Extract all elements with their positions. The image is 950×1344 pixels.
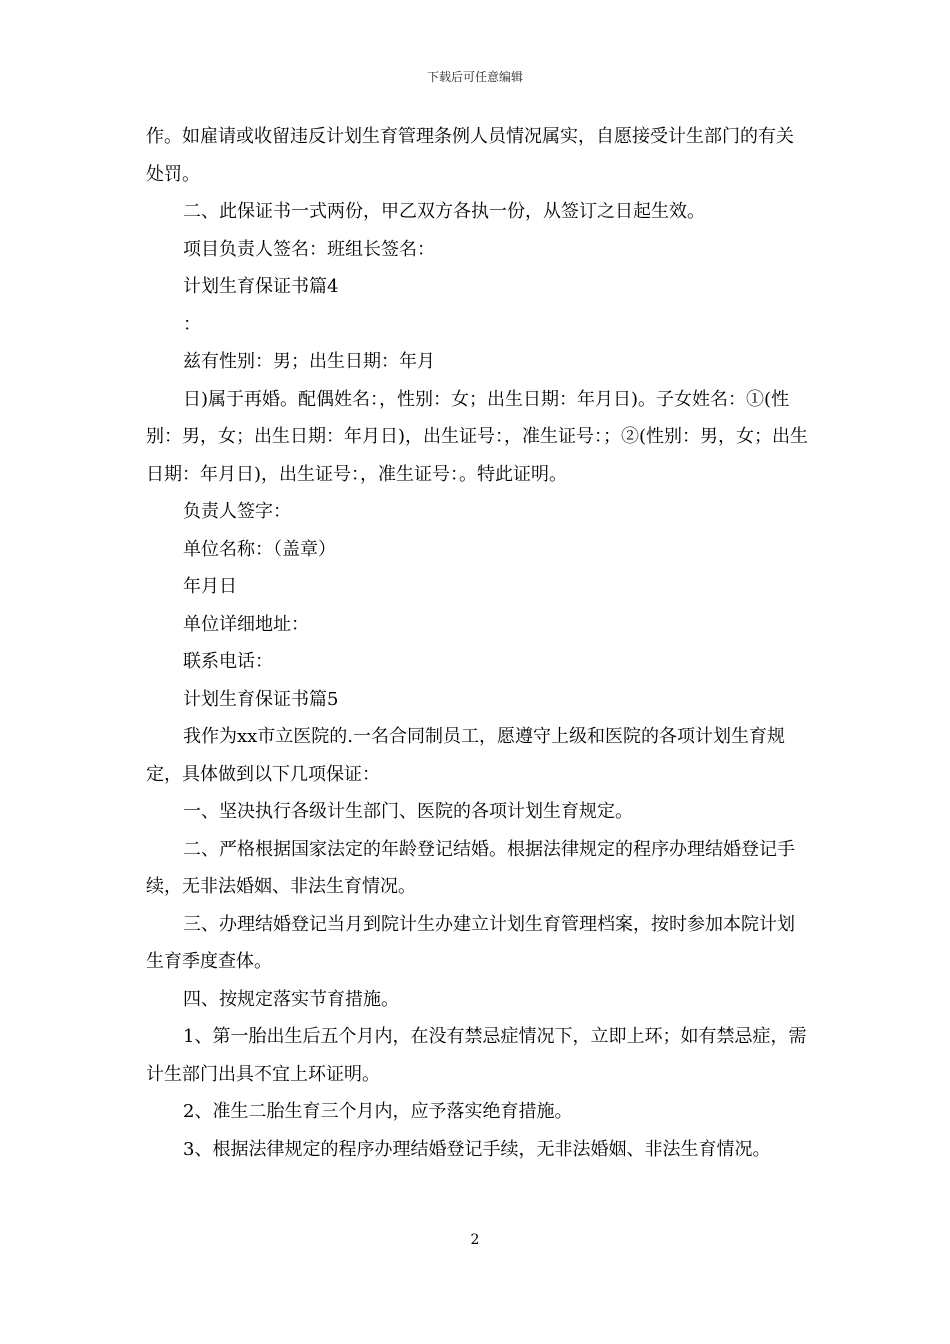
- section-title-5: 计划生育保证书篇5: [183, 688, 339, 710]
- paragraph-item-1: 一、坚决执行各级计生部门、医院的各项计划生育规定。: [183, 801, 633, 822]
- responsible-signature: 负责人签字：: [183, 501, 291, 522]
- page-number: 2: [470, 1232, 480, 1248]
- paragraph-item-4: 四、按规定落实节育措施。: [183, 988, 399, 1010]
- paragraph-clause-2: 二、此保证书一式两份，甲乙双方各执一份，从签订之日起生效。: [183, 201, 705, 222]
- paragraph-subitem-2: 2、准生二胎生育三个月内，应予落实绝育措施。: [183, 1101, 573, 1122]
- paragraph-remarriage: 日)属于再婚。配偶姓名：，性别：女；出生日期：年月日)。子女姓名：①(性别：男，女；出生日期：年月日)，出生证号：，准生证号：；②(性别：男，女；出生日期：年月日)，出生证号：，准生证号：。特此证明。: [146, 388, 809, 485]
- paragraph-colon: ：: [183, 313, 201, 335]
- paragraph-subitem-1: 1、第一胎出生后五个月内，在没有禁忌症情况下，立即上环；如有禁忌症，需计生部门出具不宜上环证明。: [146, 1026, 807, 1085]
- date-line: 年月日: [183, 576, 237, 597]
- section-title-4: 计划生育保证书篇4: [183, 276, 339, 297]
- contact-phone: 联系电话：: [183, 651, 273, 672]
- page-header: 下载后可任意编辑: [426, 70, 523, 84]
- paragraph-item-3: 三、办理结婚登记当月到院计生办建立计划生育管理档案，按时参加本院计划生育季度查体。: [146, 913, 795, 972]
- unit-name: 单位名称：（盖章）: [183, 538, 336, 560]
- signature-line: 项目负责人签名：班组长签名：: [183, 238, 435, 260]
- paragraph-subitem-3: 3、根据法律规定的程序办理结婚登记手续，无非法婚姻、非法生育情况。: [183, 1138, 771, 1160]
- paragraph-intro: 我作为xx市立医院的.一名合同制员工，愿遵守上级和医院的各项计划生育规定，具体做到以下几项保证：: [146, 726, 786, 785]
- document-body: [146, 118, 810, 1168]
- paragraph-continuation: 作。如雇请或收留违反计划生育管理条例人员情况属实，自愿接受计生部门的有关处罚。: [146, 126, 794, 185]
- paragraph-gender-birth: 兹有性别：男；出生日期：年月: [183, 351, 435, 372]
- unit-address: 单位详细地址：: [183, 613, 309, 635]
- paragraph-item-2: 二、严格根据国家法定的年龄登记结婚。根据法律规定的程序办理结婚登记手续，无非法婚姻、非法生育情况。: [146, 838, 795, 897]
